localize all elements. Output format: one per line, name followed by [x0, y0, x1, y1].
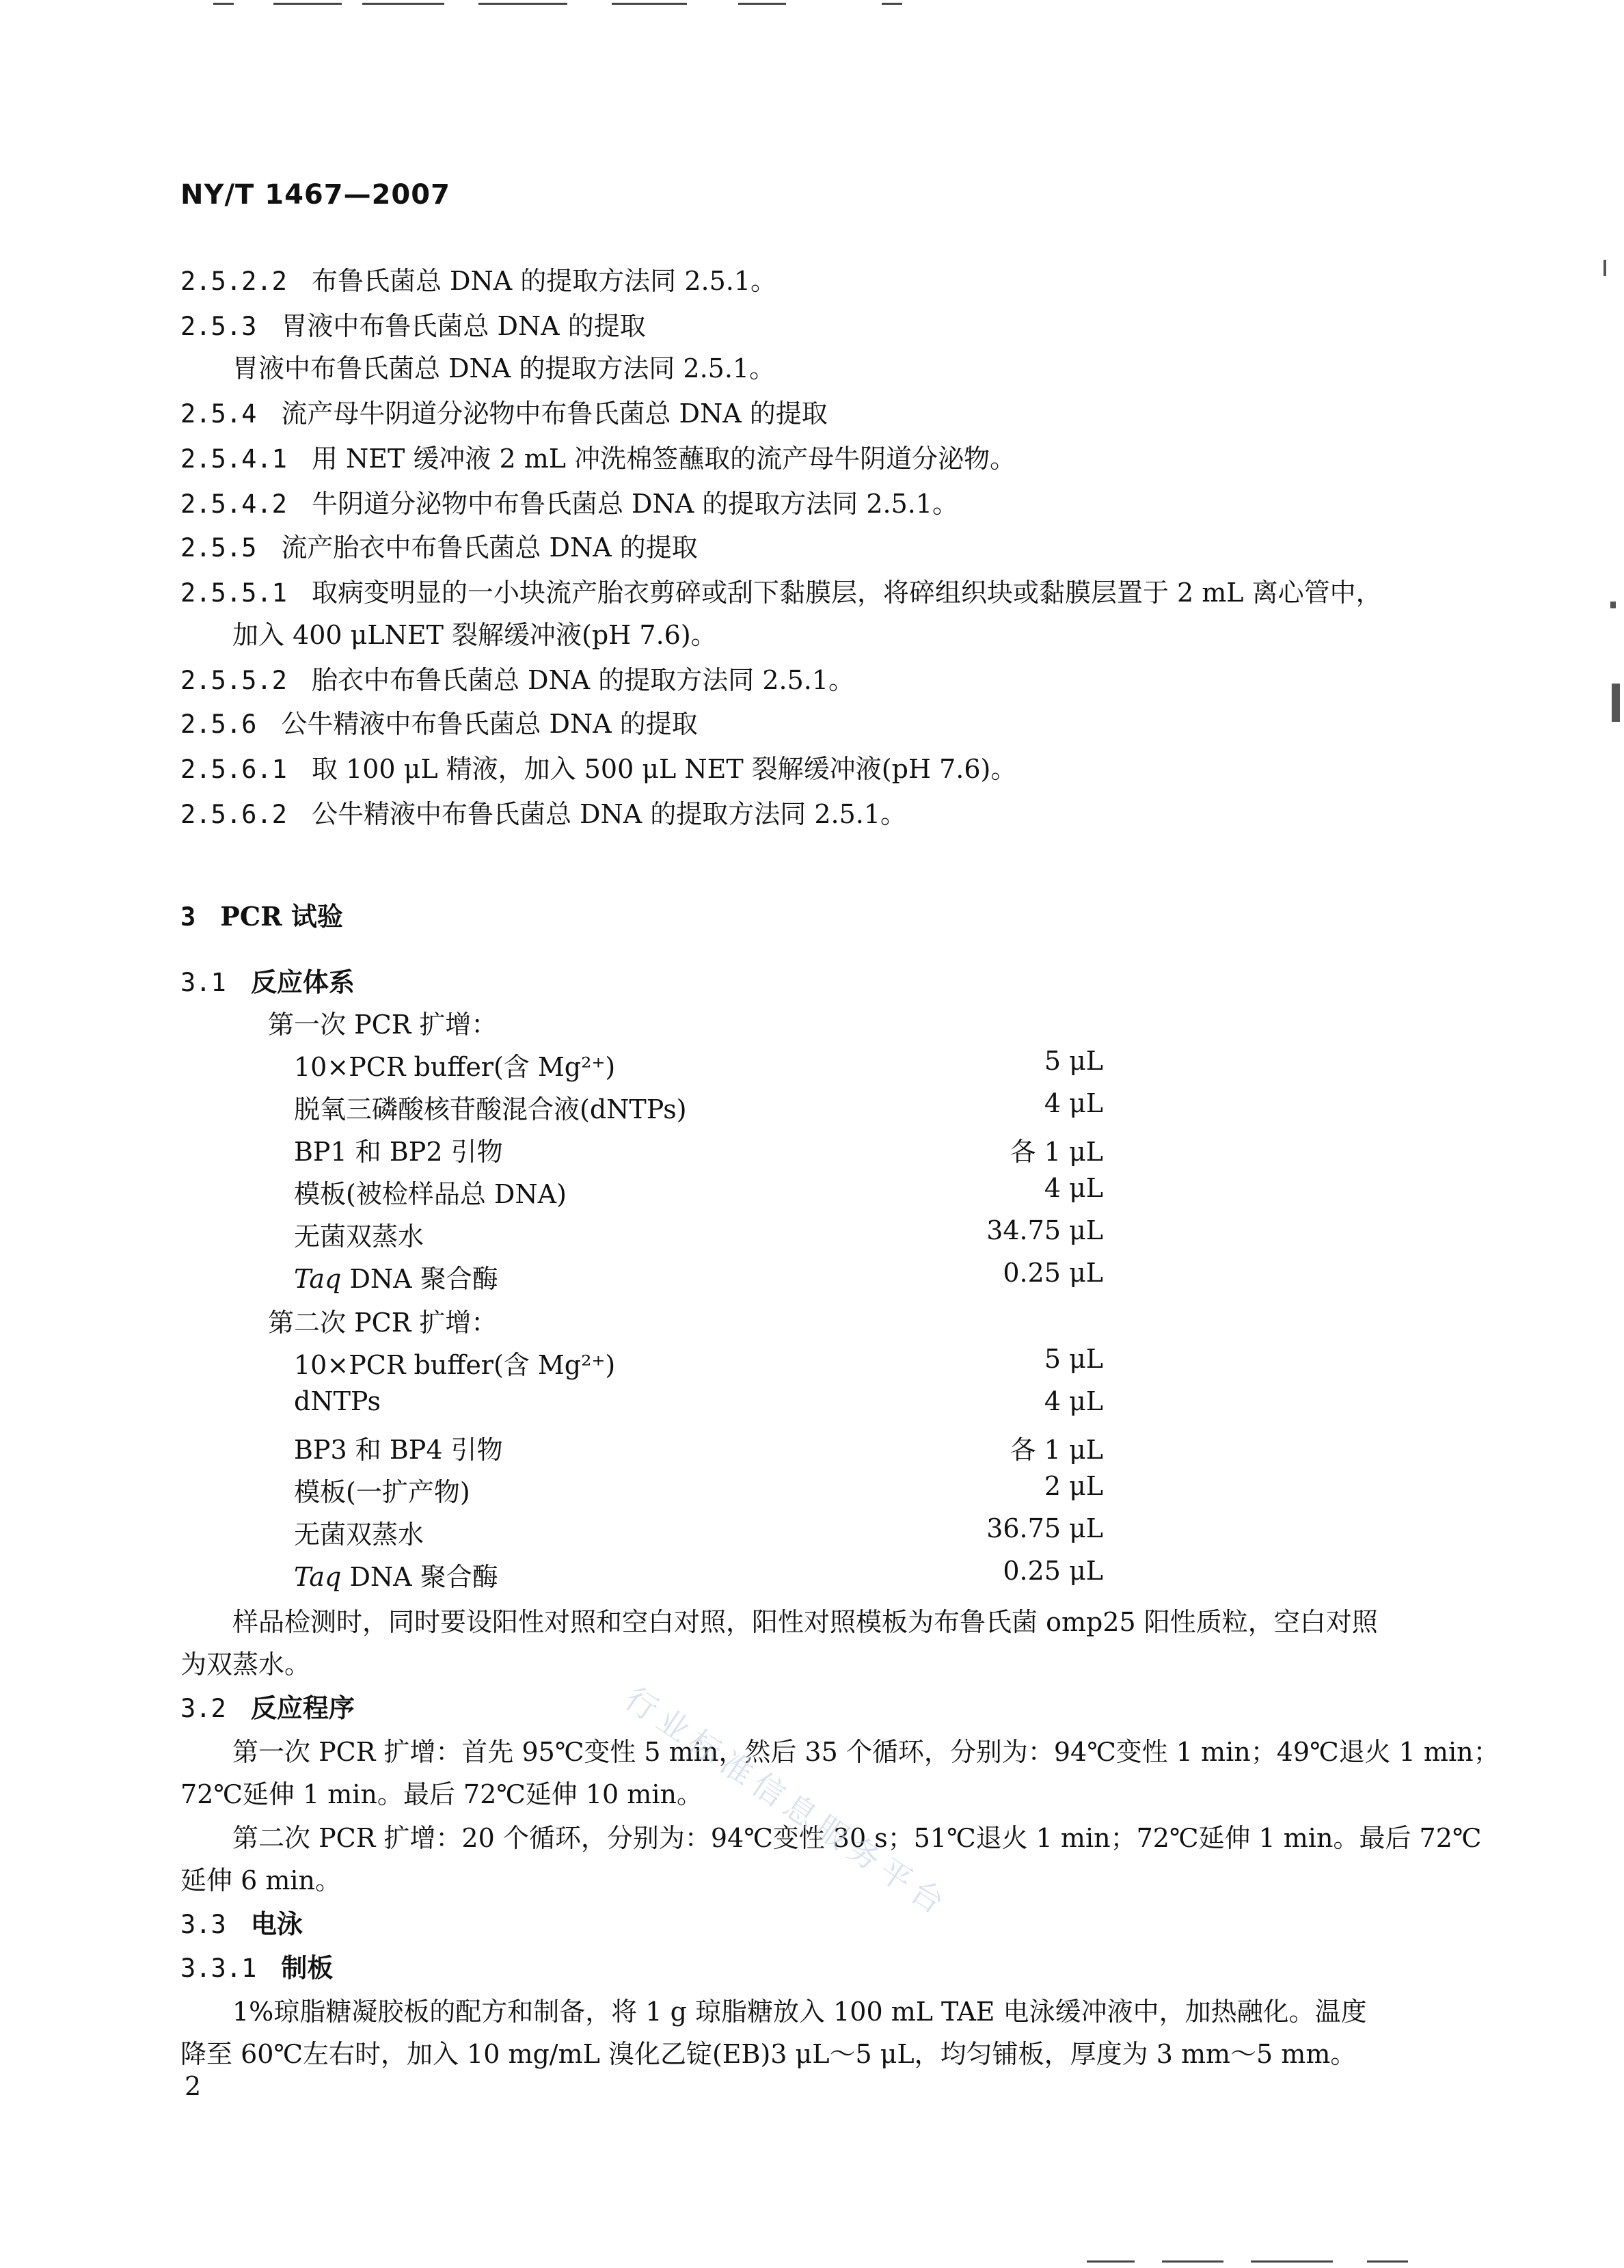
- section-line: [180, 260, 776, 297]
- reagent-name: BP1 和 BP2 引物: [294, 1137, 503, 1167]
- reagent-amount: 4 μL: [1044, 1088, 1103, 1118]
- section-text: 取 100 μL 精液，加入 500 μL NET 裂解缓冲液(pH 7.6)。: [311, 754, 1017, 784]
- reagent-amount: 5 μL: [1044, 1344, 1103, 1374]
- section-text: 布鲁氏菌总 DNA 的提取方法同 2.5.1。: [311, 266, 777, 296]
- reagent-name: 10×PCR buffer(含 Mg²⁺): [294, 1052, 616, 1082]
- section-title: 反应程序: [250, 1692, 355, 1723]
- section-text: 牛阴道分泌物中布鲁氏菌总 DNA 的提取方法同 2.5.1。: [311, 489, 959, 519]
- section-line: [180, 793, 906, 831]
- section-title: 电泳: [250, 1908, 303, 1939]
- section-number: 2.5.6.1: [180, 755, 287, 784]
- section-line: [180, 748, 1016, 785]
- section-line: [180, 703, 698, 740]
- section-3-3-heading: [180, 1903, 303, 1941]
- scan-edge-mark: [1610, 602, 1616, 608]
- reagent-name: 模板(被检样品总 DNA): [294, 1179, 567, 1209]
- gel-prep-line-1: 1%琼脂糖凝胶板的配方和制备，将 1 g 琼脂糖放入 100 mL TAE 电泳缓冲液中，加热融化。温度: [232, 1997, 1367, 2027]
- program-first-line-2: 72℃延伸 1 min。最后 72℃延伸 10 min。: [180, 1779, 703, 1809]
- reagent-name: BP3 和 BP4 引物: [294, 1435, 503, 1465]
- section-number: 2.5.3: [180, 312, 257, 341]
- section-text: 流产母牛阴道分泌物中布鲁氏菌总 DNA 的提取: [281, 399, 828, 429]
- section-number: 2.5.4.1: [180, 444, 287, 474]
- reagent-name: 模板(一扩产物): [294, 1477, 470, 1507]
- section-number: 2.5.5: [180, 533, 257, 563]
- reagent-amount: 36.75 μL: [986, 1513, 1103, 1543]
- section-text: 胃液中布鲁氏菌总 DNA 的提取: [281, 311, 646, 341]
- reagent-amount: 2 μL: [1044, 1471, 1103, 1501]
- section-3-1-heading: [180, 961, 355, 999]
- standard-code-header: NY/T 1467—2007: [180, 179, 450, 211]
- section-line: [232, 614, 717, 651]
- section-number: 2.5.4: [180, 399, 257, 429]
- program-first-line-1: 第一次 PCR 扩增：首先 95℃变性 5 min，然后 35 个循环，分别为：94℃变性 1 min；49℃退火 1 min；: [232, 1737, 1500, 1767]
- control-note-line-1: 样品检测时，同时要设阳性对照和空白对照，阳性对照模板为布鲁氏菌 omp25 阳性质粒，空白对照: [232, 1607, 1378, 1637]
- control-note-line-2: 为双蒸水。: [180, 1649, 311, 1679]
- section-text: 用 NET 缓冲液 2 mL 冲洗棉签蘸取的流产母牛阴道分泌物。: [311, 444, 1016, 474]
- gel-prep-line-2: 降至 60℃左右时，加入 10 mg/mL 溴化乙锭(EB)3 μL～5 μL，均匀铺板，厚度为 3 mm～5 mm。: [180, 2039, 1357, 2069]
- section-title: 制板: [281, 1952, 334, 1983]
- section-number: 3.3: [180, 1910, 226, 1939]
- reagent-amount: 各 1 μL: [1010, 1435, 1103, 1465]
- watermark: 行业标准信息服务平台: [618, 1679, 957, 1925]
- reagent-name: dNTPs: [294, 1386, 381, 1416]
- section-number: 3: [180, 902, 196, 932]
- section-number: 2.5.2.2: [180, 267, 287, 296]
- section-line: [180, 483, 958, 520]
- program-second-line-1: 第二次 PCR 扩增：20 个循环，分别为：94℃变性 30 s；51℃退火 1 min；72℃延伸 1 min。最后 72℃: [232, 1823, 1482, 1853]
- second-pcr-title: 第二次 PCR 扩增：: [268, 1308, 498, 1338]
- section-line: [180, 305, 646, 342]
- scan-top-marks: [0, 0, 1624, 14]
- section-line: [180, 571, 1382, 609]
- reagent-name: 脱氧三磷酸核苷酸混合液(dNTPs): [294, 1094, 687, 1124]
- section-line: [180, 437, 1016, 475]
- section-number: 3.3.1: [180, 1954, 257, 1983]
- reagent-amount: 0.25 μL: [1003, 1556, 1103, 1586]
- reagent-name: 无菌双蒸水: [294, 1221, 424, 1252]
- section-text: 公牛精液中布鲁氏菌总 DNA 的提取方法同 2.5.1。: [311, 799, 907, 829]
- first-pcr-title: 第一次 PCR 扩增：: [268, 1010, 498, 1040]
- reagent-name: Taq DNA 聚合酶: [294, 1264, 498, 1294]
- section-number: 2.5.5.2: [180, 666, 287, 695]
- reagent-name: 10×PCR buffer(含 Mg²⁺): [294, 1350, 616, 1380]
- section-text: 加入 400 μLNET 裂解缓冲液(pH 7.6)。: [232, 620, 717, 650]
- section-number: 2.5.5.1: [180, 578, 287, 608]
- scan-edge-mark: [1612, 684, 1620, 722]
- section-number: 3.1: [180, 968, 226, 997]
- reagent-amount: 4 μL: [1044, 1386, 1103, 1416]
- section-text: 胃液中布鲁氏菌总 DNA 的提取方法同 2.5.1。: [232, 353, 776, 383]
- section-line: [180, 659, 854, 697]
- section-text: 公牛精液中布鲁氏菌总 DNA 的提取: [281, 709, 698, 739]
- page-number: 2: [185, 2071, 202, 2101]
- section-3-3-1-heading: [180, 1947, 333, 1984]
- reagent-amount: 34.75 μL: [986, 1215, 1103, 1245]
- section-text: 取病变明显的一小块流产胎衣剪碎或刮下黏膜层，将碎组织块或黏膜层置于 2 mL 离心管中，: [311, 578, 1382, 608]
- program-second-line-2: 延伸 6 min。: [180, 1865, 341, 1895]
- section-number: 2.5.6: [180, 710, 257, 739]
- section-3-2-heading: [180, 1687, 355, 1725]
- reagent-name: 无菌双蒸水: [294, 1520, 424, 1550]
- section-line: [232, 347, 775, 385]
- section-title: PCR 试验: [220, 901, 343, 932]
- reagent-amount: 4 μL: [1044, 1173, 1103, 1203]
- reagent-name: Taq DNA 聚合酶: [294, 1562, 498, 1592]
- section-number: 2.5.6.2: [180, 800, 287, 829]
- reagent-amount: 5 μL: [1044, 1046, 1103, 1076]
- section-3-heading: [180, 895, 343, 933]
- section-title: 反应体系: [250, 967, 355, 997]
- section-line: [180, 392, 828, 430]
- section-number: 3.2: [180, 1694, 226, 1723]
- section-number: 2.5.4.2: [180, 489, 287, 519]
- section-text: 流产胎衣中布鲁氏菌总 DNA 的提取: [281, 532, 698, 563]
- section-line: [180, 526, 698, 564]
- reagent-amount: 0.25 μL: [1003, 1258, 1103, 1288]
- reagent-amount: 各 1 μL: [1010, 1137, 1103, 1167]
- section-text: 胎衣中布鲁氏菌总 DNA 的提取方法同 2.5.1。: [311, 665, 855, 695]
- scan-edge-mark: [1603, 260, 1606, 276]
